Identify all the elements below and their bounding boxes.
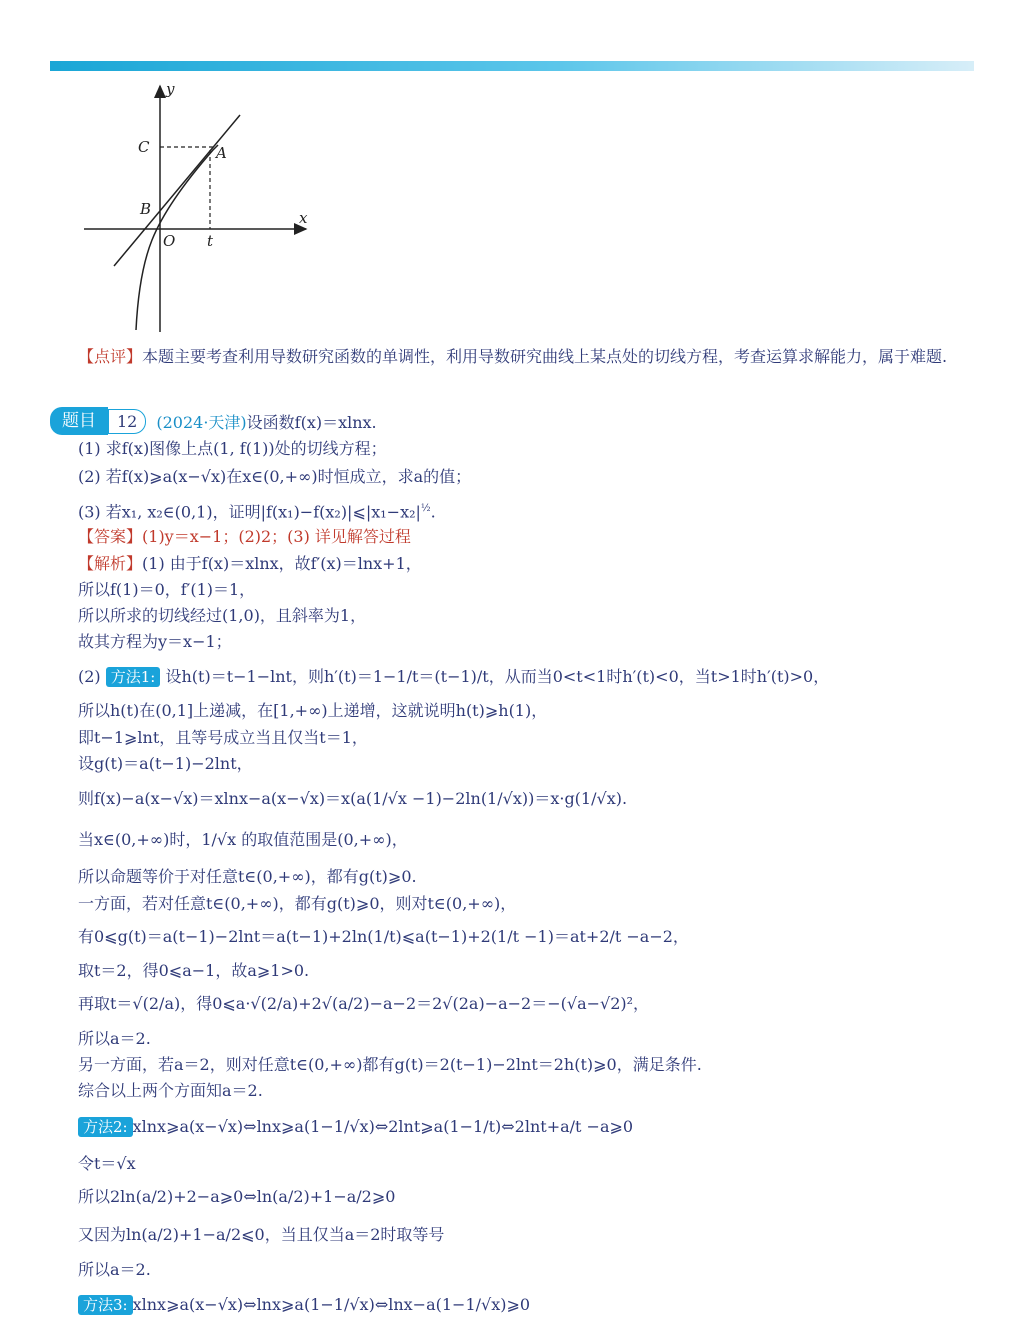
solution-line-16: 所以a＝2. bbox=[78, 1029, 151, 1048]
solution-text-24: xlnx⩾a(x−√x)⇔lnx⩾a(1−1/√x)⇔lnx−a(1−1/√x)⩾0 bbox=[132, 1295, 531, 1314]
answer-line bbox=[78, 526, 411, 548]
solution-line-3: 所以所求的切线经过(1,0)，且斜率为1， bbox=[78, 606, 367, 625]
solution-text-5: 设h(t)＝t−1−lnt，则h′(t)＝1−1/t＝(t−1)/t，从而当0<t<1时h′(t)<0，当t>1时h′(t)>0， bbox=[165, 667, 830, 686]
answer-label: 【答案】 bbox=[78, 527, 143, 546]
solution-line-12: 一方面，若对任意t∈(0,+∞)，都有g(t)⩾0，则对t∈(0,+∞)， bbox=[78, 894, 517, 913]
label-y: y bbox=[166, 80, 175, 98]
part-2-prefix: (2) bbox=[78, 667, 101, 686]
solution-line-23: 所以a＝2. bbox=[78, 1260, 151, 1279]
label-c: C bbox=[138, 138, 150, 156]
solution-line-13: 有0⩽g(t)＝a(t−1)−2lnt＝a(t−1)+2ln(1/t)⩽a(t−1)+2(1/t −1)＝at+2/t −a−2， bbox=[78, 927, 689, 946]
solution-line-20: 令t＝√x bbox=[78, 1154, 136, 1173]
solution-line-7: 即t−1⩾lnt，且等号成立当且仅当t＝1， bbox=[78, 728, 368, 747]
solution-line-22: 又因为ln(a/2)+1−a/2⩽0，当且仅当a＝2时取等号 bbox=[78, 1225, 445, 1244]
solution-line-18: 综合以上两个方面知a＝2. bbox=[78, 1081, 263, 1100]
problem-tag: 题目 bbox=[50, 407, 108, 435]
header-accent-bar bbox=[50, 61, 974, 71]
question-1: (1) 求f(x)图像上点(1, f(1))处的切线方程； bbox=[78, 439, 387, 458]
solution-text-1: (1) 由于f(x)＝xlnx，故f′(x)＝lnx+1， bbox=[142, 554, 422, 573]
solution-label: 【解析】 bbox=[78, 554, 143, 573]
solution-line-8: 设g(t)＝a(t−1)−2lnt， bbox=[78, 754, 253, 773]
solution-line-1 bbox=[78, 553, 422, 575]
solution-line-24 bbox=[78, 1294, 530, 1316]
problem-statement-line bbox=[156, 410, 376, 433]
solution-line-2: 所以f(1)＝0，f′(1)＝1， bbox=[78, 580, 256, 599]
review-text: 本题主要考查利用导数研究函数的单调性，利用导数研究曲线上某点处的切线方程，考查运算求解能力，属于难题. bbox=[142, 347, 948, 366]
solution-line-14: 取t＝2，得0⩽a−1，故a⩾1>0. bbox=[78, 961, 310, 980]
label-b: B bbox=[140, 200, 152, 218]
question-2: (2) 若f(x)⩾a(x−√x)在x∈(0,+∞)时恒成立，求a的值； bbox=[78, 467, 472, 486]
label-o: O bbox=[163, 232, 176, 250]
label-a: A bbox=[216, 144, 227, 162]
method-1-tag: 方法1: bbox=[106, 667, 161, 687]
review-paragraph bbox=[78, 344, 974, 370]
solution-line-19 bbox=[78, 1116, 633, 1138]
problem-statement: 设函数f(x)＝xlnx. bbox=[246, 412, 377, 432]
problem-header bbox=[50, 407, 377, 435]
solution-line-17: 另一方面，若a＝2，则对任意t∈(0,+∞)都有g(t)＝2(t−1)−2lnt＝2h(t)⩾0，满足条件. bbox=[78, 1055, 702, 1074]
question-3-main: (3) 若x₁, x₂∈(0,1)，证明|f(x₁)−f(x₂)|⩽|x₁−x₂| bbox=[78, 502, 421, 522]
label-x: x bbox=[299, 209, 308, 227]
solution-line-5 bbox=[78, 666, 829, 688]
solution-line-10: 当x∈(0,+∞)时，1/√x 的取值范围是(0,+∞)， bbox=[78, 830, 408, 849]
answer-text: (1)y＝x−1；(2)2；(3) 详见解答过程 bbox=[142, 527, 411, 546]
solution-line-15: 再取t＝√(2/a)，得0⩽a·√(2/a)+2√(a/2)−a−2＝2√(2a)−a−2＝−(√a−√2)²， bbox=[78, 994, 650, 1013]
method-3-tag: 方法3: bbox=[78, 1295, 133, 1315]
question-3 bbox=[78, 498, 436, 523]
function-graph bbox=[78, 80, 318, 338]
curve-xlnx bbox=[136, 145, 218, 330]
question-3-end: . bbox=[430, 502, 436, 522]
solution-text-19: xlnx⩾a(x−√x)⇔lnx⩾a(1−1/√x)⇔2lnt⩾a(1−1/t)⇔2lnt+a/t −a⩾0 bbox=[132, 1117, 634, 1136]
review-label: 【点评】 bbox=[78, 347, 143, 366]
solution-line-6: 所以h(t)在(0,1]上递减，在[1,+∞)上递增，这就说明h(t)⩾h(1)， bbox=[78, 701, 548, 720]
solution-line-11: 所以命题等价于对任意t∈(0,+∞)，都有g(t)⩾0. bbox=[78, 867, 417, 886]
solution-line-4: 故其方程为y＝x−1； bbox=[78, 632, 232, 651]
problem-number: 12 bbox=[108, 409, 146, 434]
solution-line-21: 所以2ln(a/2)+2−a⩾0⇔ln(a/2)+1−a/2⩾0 bbox=[78, 1187, 396, 1206]
question-3-exponent: ½ bbox=[420, 503, 431, 514]
label-t: t bbox=[207, 232, 214, 250]
tangent-line bbox=[114, 115, 240, 266]
problem-source: (2024·天津) bbox=[156, 412, 247, 432]
method-2-tag: 方法2: bbox=[78, 1117, 133, 1137]
solution-line-9: 则f(x)−a(x−√x)＝xlnx−a(x−√x)＝x(a(1/√x −1)−2ln(1/√x))＝x·g(1/√x). bbox=[78, 789, 628, 808]
